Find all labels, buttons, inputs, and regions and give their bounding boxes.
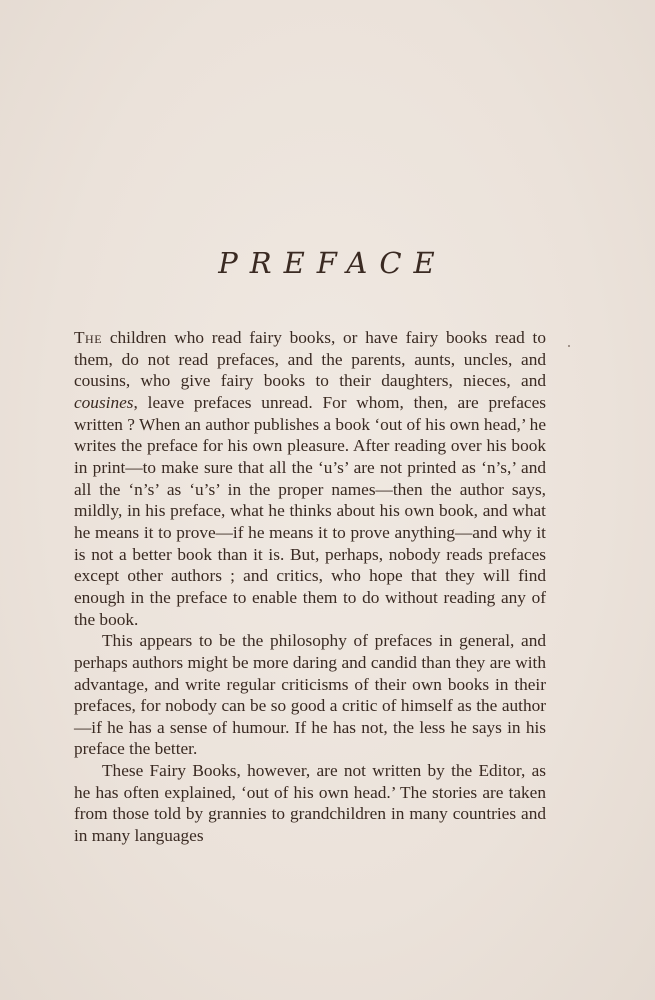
paper-speck [568,345,570,347]
paragraph-1 [74,327,546,630]
preface-body [74,327,546,847]
paragraph-1-text-b: , leave prefaces unread. For whom, then, are prefaces written ? When an author publishes a book ‘out of his own head,’ he writes the preface for his own pleasure. After reading over his book in print—to make sure that all the ‘u’s’ are not printed as ‘n’s,’ and all the ‘n’s’ as ‘u’s’ in the proper names—then the author says, mildly, in his preface, what he thinks about his own book, and what he means it to prove—if he means it to prove anything—and why it is not a better book than it is. But, perhaps, nobody reads prefaces except other authors ; and critics, who hope that they will find enough in the preface to enable them to do without reading any of the book. [74,392,546,629]
page-heading: PREFACE [218,246,447,280]
paragraph-2: This appears to be the philosophy of prefaces in general, and perhaps authors might be more daring and candid than they are with advantage, and write regular criticisms of their own books in their prefaces, for nobody can be so good a critic of himself as the author —if he has a sense of humour. If he has not, the less he says in his preface the better. [74,631,546,759]
paragraph-1-text-a: children who read fairy books, or have fairy books read to them, do not read prefaces, and the parents, aunts, uncles, and cousins, who give fairy books to their daughters, nieces, and [74,328,546,391]
paragraph-3: These Fairy Books, however, are not written by the Editor, as he has often explained, ‘out of his own head.’ The stories are taken from those told by grannies to grandchildren in many countries and in many languages [74,761,546,846]
paragraph-1-italic: cousines [74,392,134,412]
paragraph-lead-word: The [74,328,103,347]
